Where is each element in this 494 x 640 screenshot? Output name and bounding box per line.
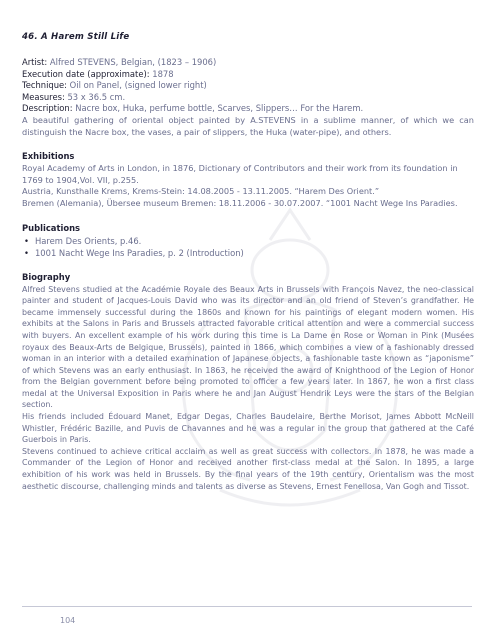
exhibition-entry: Austria, Kunsthalle Krems, Krems-Stein: 14.08.2005 - 13.11.2005. “Harem Des Orient.” [22, 186, 380, 197]
artwork-title: 46. A Harem Still Life [22, 32, 130, 42]
detail-measures [22, 92, 474, 104]
detail-execution-date [22, 69, 474, 81]
main-content [22, 32, 474, 492]
detail-artist [22, 57, 474, 69]
publications-heading: Publications [22, 222, 81, 233]
detail-technique [22, 80, 474, 92]
biography-heading: Biography [22, 271, 71, 282]
detail-value: 53 x 36.5 cm. [67, 91, 126, 102]
exhibition-entry: Bremen (Alemania), Übersee museum Bremen: 18.11.2006 - 30.07.2007. “1001 Nacht Wege Ins Paradies. [22, 197, 458, 208]
biography-paragraph: Stevens continued to achieve critical acclaim as well as great success with collectors. In 1878, he was made a Commander of the Legion of Honor and received another first-class medal at the Salon. In 1895, a large exhibition of his work was held in Brussels. By the final years of the 19th century, Orientalism was the most aesthetic discourse, challenging minds and talents as diverse as Stevens, Ernest Fenellosa, Van Gogh and Tissot. [22, 446, 474, 491]
detail-value: Nacre box, Huka, perfume bottle, Scarves, Slippers… For the Harem. [75, 103, 364, 114]
publication-item [22, 247, 474, 259]
exhibitions-heading: Exhibitions [22, 151, 75, 162]
description-text: A beautiful gathering of oriental object painted by A.STEVENS in a sublime manner, of which we can distinguish the Nacre box, the vases, a pair of slippers, the Huka (water-pipe), and others. [22, 114, 474, 137]
detail-label: Artist: [22, 57, 50, 67]
publication-text: Harem Des Orients, p.46. [34, 235, 142, 246]
biography-paragraph: His friends included Édouard Manet, Edgar Degas, Charles Baudelaire, Berthe Morisot, James Abbott McNeill Whistler, Frédéric Bazille, and Puvis de Chavannes and he was a regular in the group that gathered at the Café Guerbois in Paris. [22, 412, 474, 445]
artwork-details [22, 57, 474, 138]
detail-value: 1878 [152, 68, 174, 79]
detail-label: Execution date (approximate): [22, 68, 153, 79]
publication-item [22, 235, 474, 247]
detail-label: Description: [22, 103, 76, 114]
biography-section [22, 272, 474, 493]
publications-list [22, 235, 474, 259]
publication-text: 1001 Nacht Wege Ins Paradies, p. 2 (Introduction) [34, 247, 244, 258]
bullet-icon: • [24, 235, 29, 246]
detail-value: Alfred STEVENS, Belgian, (1823 – 1906) [49, 57, 217, 67]
footer-divider [22, 606, 472, 607]
detail-value: Oil on Panel, (signed lower right) [69, 80, 207, 91]
detail-description [22, 103, 474, 115]
biography-paragraph: Alfred Stevens studied at the Académie Royale des Beaux Arts in Brussels with François Navez, the neo-classical painter and student of Jacques-Louis David who was its director and an old friend of Steven’s grandfather. He became immensely successful during the 1860s and known for his paintings of elegant modern women. His exhibits at the Salons in Paris and Brussels attracted favorable critical attention and were a commercial success with buyers. An excellent example of his work during this time is La Dame en Rose or Woman in Pink (Musées royaux des Beaux-Arts de Belgique, Brussels), painted in 1866, which combines a view of a fashionably dressed woman in an interior with a detailed examination of Japanese objects, a fashionable taste known as “japonisme” of which Stevens was an early enthusiast. In 1863, he received the award of Knighthood of the Legion of Honor from the Belgian government before being promoted to officer a few years later. In 1867, he won a first class medal at the Universal Exposition in Paris where he and Jan August Hendrik Leys were the stars of the Belgian section. [22, 284, 474, 410]
detail-label: Technique: [22, 80, 70, 91]
bullet-icon: • [24, 247, 29, 258]
exhibition-entry: Royal Academy of Arts in London, in 1876, Dictionary of Contributors and their work from its foundation in 1769 to 1904,Vol. VII, p.255. [22, 163, 458, 185]
detail-label: Measures: [22, 91, 68, 102]
page-number: 104 [60, 616, 76, 625]
